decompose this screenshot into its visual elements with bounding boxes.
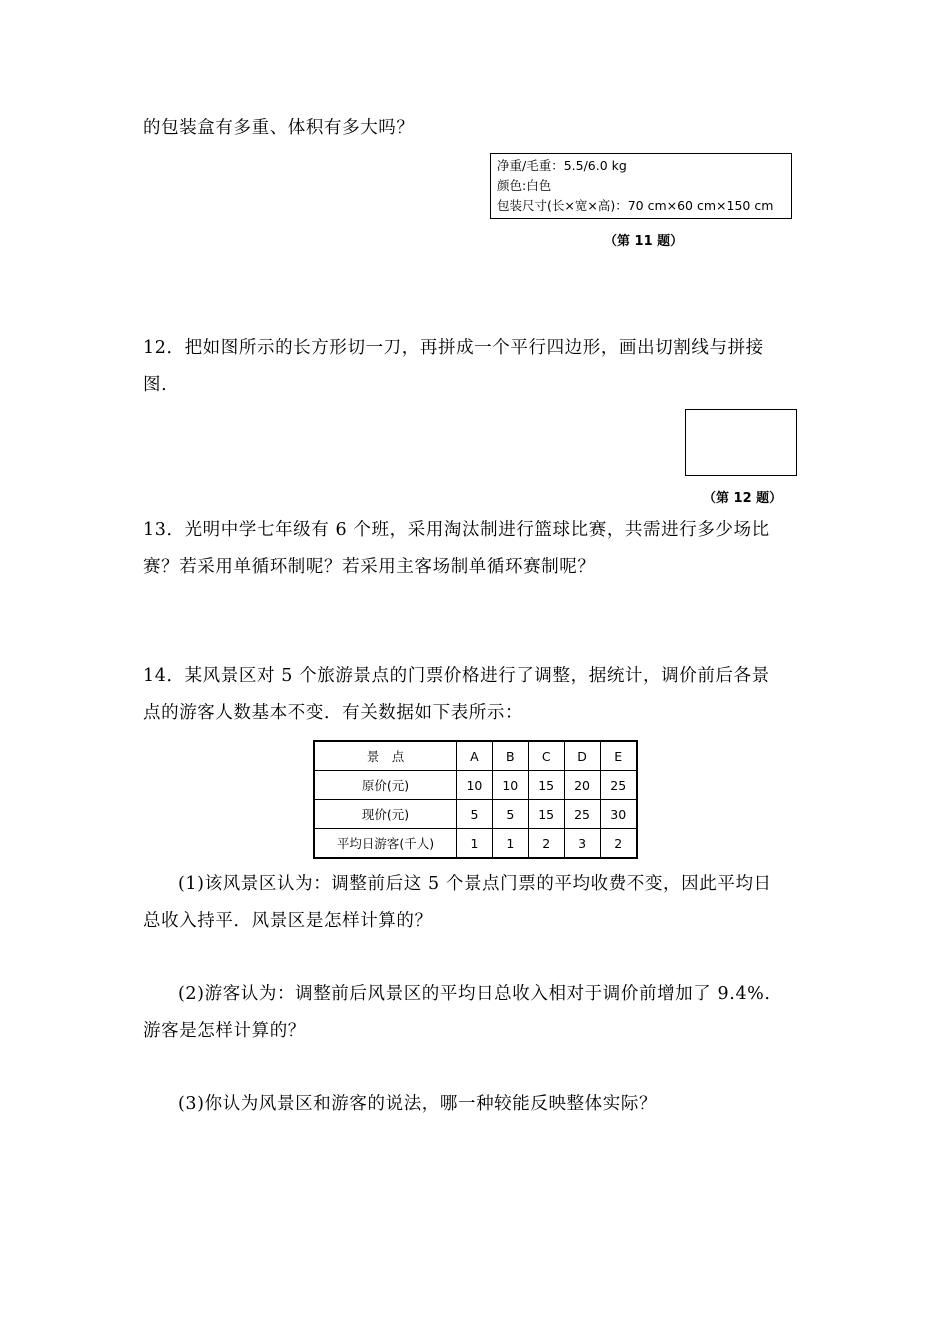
q12-figure-caption: （第 12 题） (703, 491, 783, 506)
table-cell: 平均日游客(千人) (314, 829, 457, 859)
q11-figure-caption: （第 11 题） (604, 234, 684, 249)
table-row (314, 771, 637, 800)
q14-sub2-line1: (2)游客认为：调整前后风景区的平均日总收入相对于调价前增加了 9.4%. (178, 984, 771, 1004)
q11-figure-line: 净重/毛重：5.5/6.0 kg (497, 158, 627, 173)
table-cell: 2 (600, 829, 637, 859)
q14-sub2-line2: 游客是怎样计算的？ (143, 1021, 306, 1041)
table-cell: 原价(元) (314, 771, 457, 800)
q14-sub3-line1: (3)你认为风景区和游客的说法，哪一种较能反映整体实际？ (178, 1094, 658, 1114)
table-cell: 3 (564, 829, 600, 859)
table-cell: 25 (564, 800, 600, 829)
q11-figure-line: 包装尺寸(长×宽×高)：70 cm×60 cm×150 cm (497, 198, 774, 213)
table-header-cell: D (564, 741, 600, 771)
table-cell: 现价(元) (314, 800, 457, 829)
table-cell: 1 (457, 829, 493, 859)
table-cell: 10 (492, 771, 528, 800)
table-cell: 25 (600, 771, 637, 800)
table-header-cell: C (528, 741, 564, 771)
q11-product-label-figure (490, 153, 792, 219)
q13-text-line2: 赛？若采用单循环制呢？若采用主客场制单循环赛制呢？ (143, 557, 596, 577)
q12-text-line2: 图. (143, 375, 168, 395)
table-row (314, 829, 637, 859)
table-cell: 15 (528, 771, 564, 800)
q11-intro-text: 的包装盒有多重、体积有多大吗？ (143, 118, 415, 138)
table-header-cell: B (492, 741, 528, 771)
table-cell: 10 (457, 771, 493, 800)
table-cell: 1 (492, 829, 528, 859)
table-cell: 5 (457, 800, 493, 829)
table-header-row (314, 741, 637, 771)
table-header-cell: A (457, 741, 493, 771)
table-header-cell: E (600, 741, 637, 771)
table-cell: 20 (564, 771, 600, 800)
q11-figure-line: 颜色:白色 (497, 178, 552, 193)
table-cell: 5 (492, 800, 528, 829)
table-cell: 2 (528, 829, 564, 859)
q14-sub1-line2: 总收入持平．风景区是怎样计算的？ (143, 911, 433, 931)
q14-sub1-line1: (1)该风景区认为：调整前后这 5 个景点门票的平均收费不变，因此平均日 (178, 874, 772, 894)
q14-price-table (313, 740, 638, 859)
q14-text-line2: 点的游客人数基本不变．有关数据如下表所示： (143, 703, 524, 723)
q14-text-line1: 14．某风景区对 5 个旅游景点的门票价格进行了调整，据统计，调价前后各景 (143, 666, 770, 686)
table-cell: 15 (528, 800, 564, 829)
q12-text-line1: 12．把如图所示的长方形切一刀，再拼成一个平行四边形，画出切割线与拼接 (143, 338, 764, 358)
table-row (314, 800, 637, 829)
q12-rectangle-figure (685, 409, 797, 476)
q13-text-line1: 13．光明中学七年级有 6 个班，采用淘汰制进行篮球比赛，共需进行多少场比 (143, 520, 770, 540)
table-cell: 30 (600, 800, 637, 829)
table-header-cell: 景 点 (314, 741, 457, 771)
